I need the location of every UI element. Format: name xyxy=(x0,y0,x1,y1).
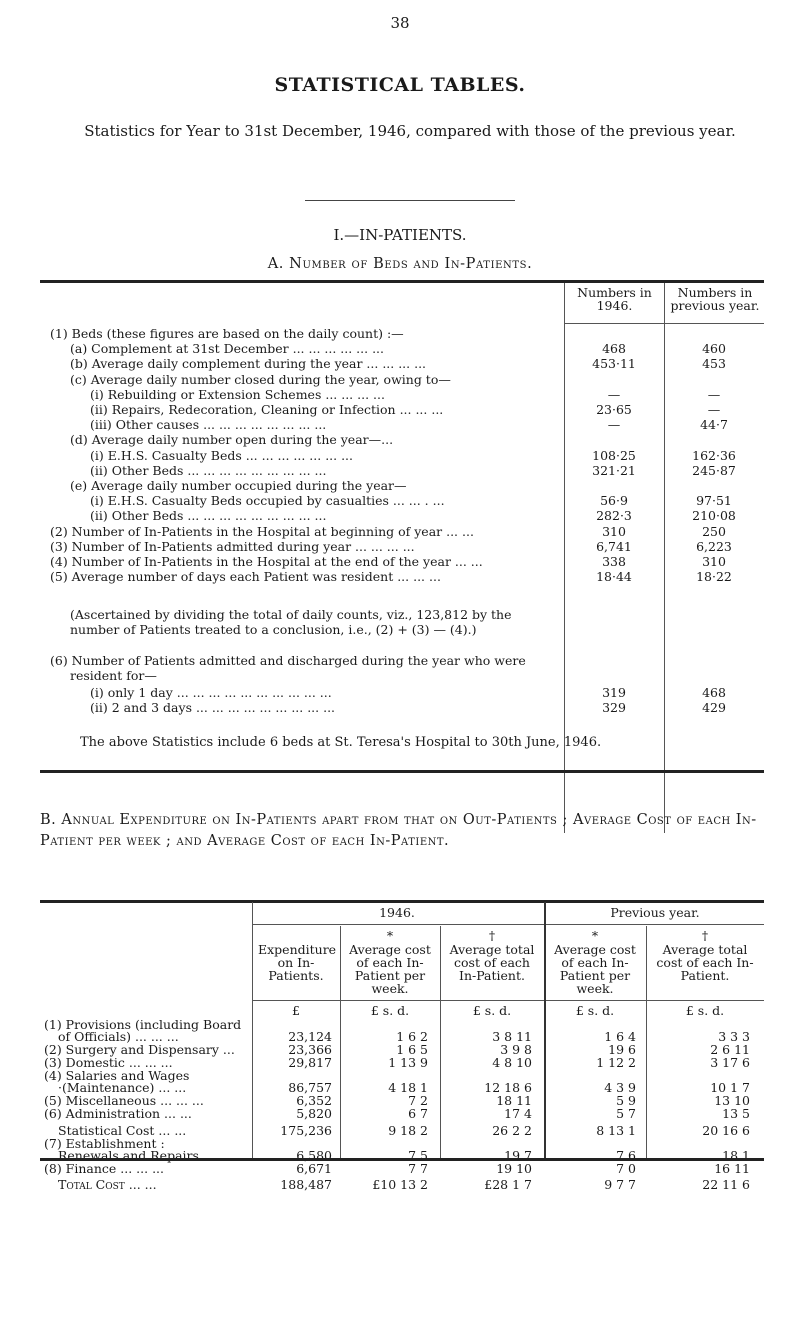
page-title: STATISTICAL TABLES. xyxy=(274,74,526,96)
table-a-row-label: (5) Average number of days each Patient was resident ... ... ... xyxy=(50,569,441,585)
table-b-cell: 18 11 xyxy=(496,1093,532,1108)
table-b-cell: 18 1 xyxy=(722,1148,750,1163)
table-b-row-label: ·(Maintenance) ... ... xyxy=(58,1080,187,1095)
table-a-row-prev: 44·7 xyxy=(700,417,728,433)
table-b-header-mark: * xyxy=(591,928,599,943)
page-number: 38 xyxy=(390,14,410,32)
table-a-row-label: (ii) Repairs, Redecoration, Cleaning or Infection ... ... ... xyxy=(90,402,444,417)
table-a-footnote: The above Statistics include 6 beds at St. Teresa's Hospital to 30th June, 1946. xyxy=(80,735,602,750)
table-b-establishment-label: (7) Establishment : xyxy=(44,1136,165,1151)
table-a-top-rule xyxy=(40,280,764,283)
section-title: I.—IN-PATIENTS. xyxy=(333,226,467,244)
table-a-row-label: (i) E.H.S. Casualty Beds ... ... ... ... ... ... ... xyxy=(90,447,354,463)
table-a-row-prev: 460 xyxy=(702,341,726,357)
table-b-unit: £ s. d. xyxy=(685,1003,725,1018)
table-a-row-1946: — xyxy=(607,386,621,402)
section-b-title: B. Annual Expenditure on In-Patients apart from that on Out-Patients ; Average Cost of each In-Patient per week ; and Average Cost of each In-Patient. xyxy=(40,812,757,849)
row6-item-2-label: (ii) 2 and 3 days ... ... ... ... ... ... ... ... ... xyxy=(90,700,336,715)
table-b-row-label: (5) Miscellaneous ... ... ... xyxy=(44,1093,204,1108)
table-a-row-label: (iii) Other causes ... ... ... ... ... ... ... ... xyxy=(90,417,327,433)
table-b-group-rule xyxy=(252,924,764,925)
table-a-row-1946: 468 xyxy=(602,341,626,357)
intro-text: Statistics for Year to 31st December, 1946, compared with those of the previous year. xyxy=(84,122,736,140)
table-b-row-label: (6) Administration ... ... xyxy=(44,1106,192,1121)
table-b-cell: 12 18 6 xyxy=(484,1080,532,1095)
table-b-header-text: Average cost of each In-Patient per week. xyxy=(554,942,636,996)
table-b-cell: 4 3 9 xyxy=(604,1080,636,1095)
table-b-cell: 13 5 xyxy=(722,1106,750,1121)
table-b-cell: 9 18 2 xyxy=(388,1123,428,1138)
table-b-header-mark: * xyxy=(386,928,394,943)
table-b-cell: 3 9 8 xyxy=(500,1042,532,1057)
table-b-cell: 188,487 xyxy=(280,1177,332,1192)
table-b-cell: 175,236 xyxy=(280,1123,332,1138)
table-a-row-1946: 6,741 xyxy=(596,538,632,554)
table-b-cell: 19 6 xyxy=(608,1042,636,1057)
table-a-row-1946: — xyxy=(607,417,621,433)
table-b-cell: 7 0 xyxy=(616,1161,636,1176)
row6-line2: resident for— xyxy=(70,668,157,683)
table-b-cell: 5 7 xyxy=(616,1106,636,1121)
table-a-row-1946: 282·3 xyxy=(596,508,632,524)
table-b-unit: £ s. d. xyxy=(370,1003,410,1018)
table-b-cell: 26 2 2 xyxy=(492,1123,532,1138)
table-b-cell: 7 6 xyxy=(616,1148,636,1163)
table-b-row-label: (2) Surgery and Dispensary ... xyxy=(44,1042,235,1057)
table-a-row-1946: 310 xyxy=(602,523,626,539)
table-b-header-mark: † xyxy=(701,928,709,943)
table-a-bottom-rule xyxy=(40,770,764,773)
table-b-cell: 1 13 9 xyxy=(388,1055,428,1070)
table-a-row-label: (d) Average daily number open during the year—... xyxy=(70,432,394,448)
table-a-col-1946: Numbers in 1946. xyxy=(577,285,652,313)
table-b-cell: 7 7 xyxy=(408,1161,428,1176)
table-a-row-prev: 162·36 xyxy=(692,447,736,463)
table-a-row-label: (e) Average daily number occupied during the year— xyxy=(70,478,407,493)
table-b-cell: 3 17 6 xyxy=(710,1055,750,1070)
table-b-header-text: Expenditure on In-Patients. xyxy=(258,942,337,983)
table-a-row-label: (3) Number of In-Patients admitted during year ... ... ... ... xyxy=(50,538,415,554)
table-a-row-1946: 23·65 xyxy=(596,402,632,417)
table-b-cell: 19 10 xyxy=(496,1161,532,1176)
table-a-row-label: (i) E.H.S. Casualty Beds occupied by casualties ... ... . ... xyxy=(90,493,445,509)
table-b-cell: 4 8 10 xyxy=(492,1055,532,1070)
table-b-cell: 23,124 xyxy=(288,1029,332,1044)
table-a-row-prev: 97·51 xyxy=(696,493,732,509)
table-a-row-label: (4) Number of In-Patients in the Hospital at the end of the year ... ... xyxy=(50,554,483,569)
table-b-header-text: Average total cost of each In-Patient. xyxy=(449,942,535,983)
table-b-cell: 1 6 4 xyxy=(604,1029,636,1044)
table-b-cell: 22 11 6 xyxy=(702,1177,750,1192)
table-b-row-label: of Officials) ... ... ... xyxy=(58,1029,179,1044)
table-b-cell: 10 1 7 xyxy=(710,1080,750,1095)
table-b-group-1946: 1946. xyxy=(379,905,415,920)
table-b-cell: £10 13 2 xyxy=(372,1177,428,1192)
table-b-cell: 20 16 6 xyxy=(702,1123,750,1138)
table-b-header-text: Average total cost of each In-Patient. xyxy=(656,942,754,983)
table-b-cell: £28 1 7 xyxy=(484,1177,532,1192)
table-b-cell: 6,352 xyxy=(296,1093,332,1108)
table-b-cell: 8 13 1 xyxy=(596,1123,636,1138)
table-b-cell: 3 3 3 xyxy=(718,1029,750,1044)
section-a-title: A. Number of Beds and In-Patients. xyxy=(267,256,533,272)
table-a-row-prev: 310 xyxy=(702,554,726,569)
row6-item-1-label: (i) only 1 day ... ... ... ... ... ... ... ... ... ... xyxy=(90,685,332,700)
table-b-row-label: (3) Domestic ... ... ... xyxy=(44,1055,173,1070)
row6-item-1-prev: 468 xyxy=(702,685,726,700)
table-a-col-prev: Numbers in previous year. xyxy=(670,285,760,313)
table-a-row-prev: 6,223 xyxy=(696,538,732,554)
table-b-header-rule xyxy=(252,1000,764,1001)
table-b-cell: 23,366 xyxy=(288,1042,332,1057)
table-a-row-label: (a) Complement at 31st December ... ... ... ... ... ... xyxy=(70,341,384,357)
table-b-cell: 16 11 xyxy=(714,1161,750,1176)
table-b-cell: 6,580 xyxy=(296,1148,332,1163)
table-a-row-prev: 18·22 xyxy=(696,569,732,585)
table-a-row-label: (b) Average daily complement during the year ... ... ... ... xyxy=(70,356,427,372)
table-a-row-prev: — xyxy=(707,402,721,417)
table-b-cell: 13 10 xyxy=(714,1093,750,1108)
table-b-cell: 17 4 xyxy=(504,1106,532,1121)
table-b-bottom-rule xyxy=(40,1158,764,1161)
table-a-row-label: (i) Rebuilding or Extension Schemes ... ... ... ... xyxy=(90,386,385,402)
table-b-unit: £ s. d. xyxy=(575,1003,615,1018)
table-b-cell: 3 8 11 xyxy=(492,1029,532,1044)
table-b-cell: 6 7 xyxy=(408,1106,428,1121)
table-b-cell: 1 12 2 xyxy=(596,1055,636,1070)
table-b-cell: 1 6 2 xyxy=(396,1029,428,1044)
table-b-row-label: (1) Provisions (including Board xyxy=(44,1017,242,1032)
table-b-group-prev: Previous year. xyxy=(610,905,700,920)
table-a-row-prev: 453 xyxy=(702,356,726,372)
table-b-header-mark: † xyxy=(488,928,496,943)
table-a-row-label: (ii) Other Beds ... ... ... ... ... ... ... ... ... xyxy=(90,508,327,524)
table-b-row-label: (4) Salaries and Wages xyxy=(44,1068,190,1083)
table-b-cell: 19 7 xyxy=(504,1148,532,1163)
table-b-unit: £ xyxy=(292,1003,300,1018)
note-5-line1: (Ascertained by dividing the total of daily counts, viz., 123,812 by the xyxy=(70,607,512,622)
table-b-total-label: Total Cost ... ... xyxy=(58,1177,157,1192)
table-a-row-prev: 210·08 xyxy=(692,508,736,524)
table-a-row-label: (1) Beds (these figures are based on the daily count) :— xyxy=(50,326,404,341)
table-a-row-prev: 250 xyxy=(702,523,726,539)
table-a-row-prev: 245·87 xyxy=(692,462,736,478)
table-b-cell: 9 7 7 xyxy=(604,1177,636,1192)
note-5-line2: number of Patients treated to a conclusion, i.e., (2) + (3) — (4).) xyxy=(70,622,477,637)
table-a-row-label: (2) Number of In-Patients in the Hospital at beginning of year ... ... xyxy=(50,523,474,539)
table-a-row-label: (ii) Other Beds ... ... ... ... ... ... ... ... ... xyxy=(90,462,327,478)
table-b-statistical-label: Statistical Cost ... ... xyxy=(58,1123,187,1138)
row6-line1: (6) Number of Patients admitted and discharged during the year who were xyxy=(50,653,526,668)
table-b-row-label: Renewals and Repairs ... xyxy=(58,1148,215,1163)
table-b-cell: 29,817 xyxy=(288,1055,332,1070)
table-b-header-text: Average cost of each In-Patient per week. xyxy=(349,942,431,996)
table-b-cell: 86,757 xyxy=(288,1080,332,1095)
table-b-cell: 6,671 xyxy=(296,1161,332,1176)
table-a-row-1946: 453·11 xyxy=(592,356,636,372)
table-b-cell: 7 5 xyxy=(408,1148,428,1163)
table-a-row-1946: 321·21 xyxy=(592,462,636,478)
table-a-row-prev: — xyxy=(707,386,721,402)
row6-item-2-prev: 429 xyxy=(702,700,726,715)
table-b-cell: 5,820 xyxy=(296,1106,332,1121)
table-b-cell: 1 6 5 xyxy=(396,1042,428,1057)
table-b-cell: 7 2 xyxy=(408,1093,428,1108)
table-a-row-1946: 108·25 xyxy=(592,447,636,463)
table-b-cell: 2 6 11 xyxy=(710,1042,750,1057)
table-b-top-rule xyxy=(40,900,764,903)
table-b-cell: 4 18 1 xyxy=(388,1080,428,1095)
table-b-cell: 5 9 xyxy=(616,1093,636,1108)
table-a-header-rule xyxy=(564,323,764,324)
table-b-unit: £ s. d. xyxy=(472,1003,512,1018)
row6-item-1-1946: 319 xyxy=(602,685,626,700)
divider xyxy=(305,200,515,201)
table-b-row-label: (8) Finance ... ... ... xyxy=(44,1161,164,1176)
table-a-row-1946: 56·9 xyxy=(600,493,628,509)
row6-item-2-1946: 329 xyxy=(602,700,626,715)
table-a-row-label: (c) Average daily number closed during the year, owing to— xyxy=(70,371,451,387)
table-a-row-1946: 18·44 xyxy=(596,569,632,585)
table-a-row-1946: 338 xyxy=(602,554,626,569)
